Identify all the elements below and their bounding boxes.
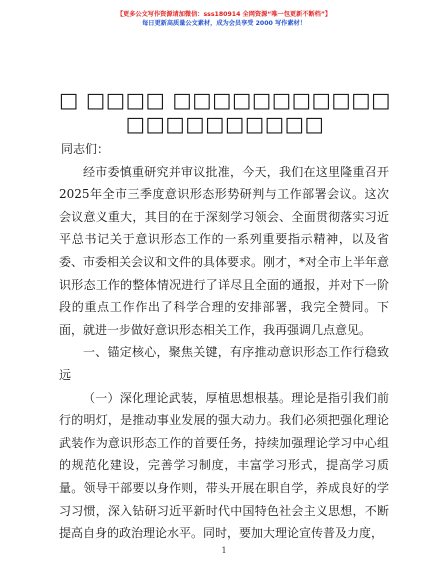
body-paragraph: 经市委慎重研究并审议批准，今天，我们在这里隆重召开2025年全市三季度意识形态形势研判与工作部署会议。这次会议意义重大，其目的在于深刻学习领会、全面贯彻落实习近平总书记关于意识形态工作的一系列重要指示精神，以及省委、市委相关会议和文件的具体要求。刚才，*对全市上半年意识形态工作的整体情况进行了详尽且全面的通报，并对下一阶段的重点工作作出了科学合理的安排部署，我完全赞同。下面，就进一步做好意识形态相关工作，我再强调几点意见。 (59, 164, 390, 337)
promo-banner (0, 10, 448, 29)
body-paragraph: （一）深化理论武装，厚植思想根基。理论是指引我们前行的明灯，是推动事业发展的强大动力。我们必须把强化理论武装作为意识形态工作的首要任务，持续加强理论学习中心组的规范化建设，完善学习制度，丰富学习形式，提高学习质量。领导干部要以身作则，带头开展在职自学，养成良好的学习习惯，深入钻研习近平新时代中国特色社会主义思想，不断提高自身的政治理论水平。同时，要加大理论宣传普及力度， (59, 390, 389, 541)
salutation: 同志们： (61, 142, 110, 156)
page-number: 1 (221, 546, 227, 555)
document-body (59, 138, 389, 545)
promo-banner-line-2: 每日更新高质量公文素材，成为会员享受 2000 写作素材！ (142, 20, 306, 27)
document-title: □ □□□□ □□□□□□□□□□□□□□□□□□□□□ (59, 88, 391, 136)
promo-banner-line-1: 【更多公文写作资源请加微信：sss180914 全网资源“唯一包更新不断档”】 (116, 11, 332, 18)
section-heading: 一、锚定核心，聚焦关键，有序推动意识形态工作行稳致远 (59, 345, 389, 382)
